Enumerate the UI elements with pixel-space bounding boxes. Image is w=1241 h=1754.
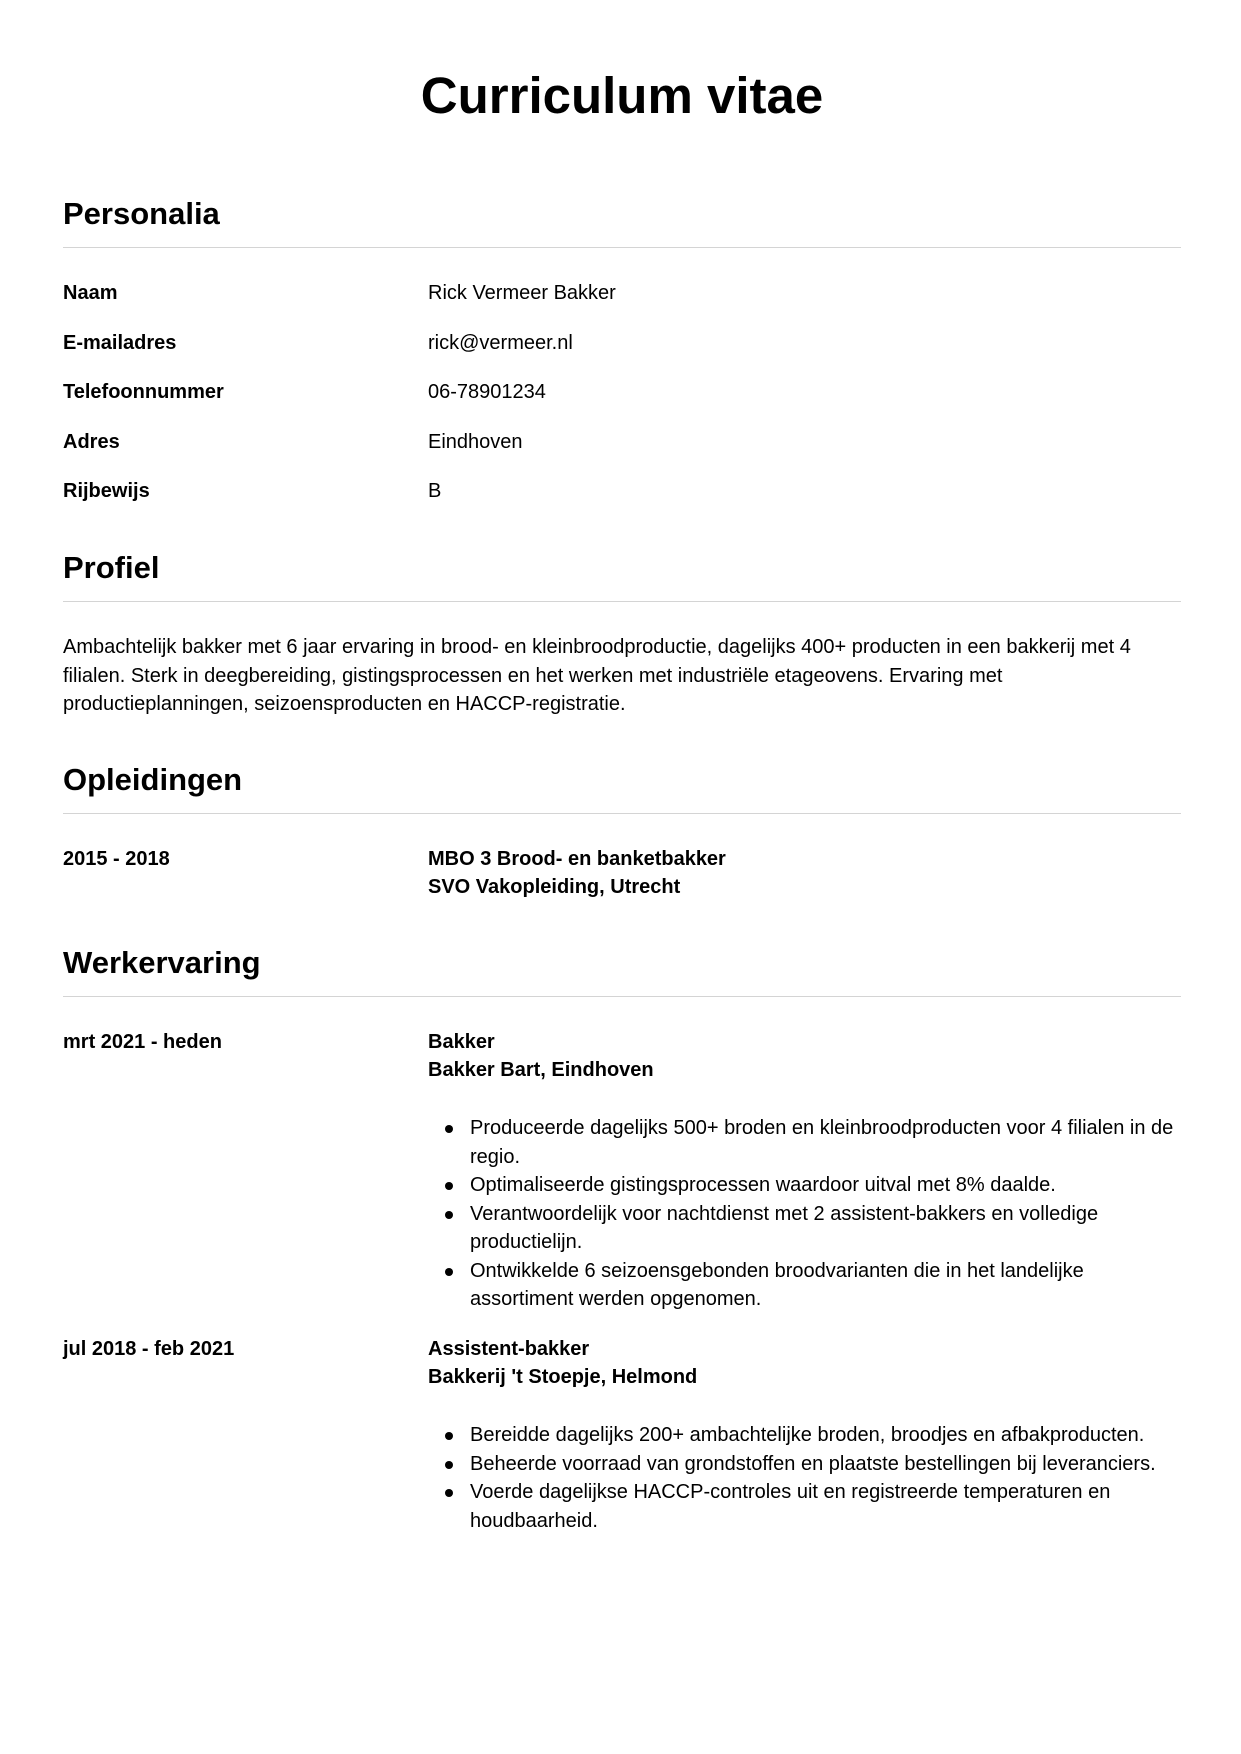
personalia-row-rijbewijs [63, 477, 1181, 527]
section-opleidingen [63, 762, 242, 798]
job-period: mrt 2021 - heden [63, 1031, 222, 1053]
section-divider [63, 813, 1181, 814]
section-divider [63, 996, 1181, 997]
job-row [63, 1335, 1181, 1535]
personalia-row-email [63, 329, 1181, 379]
job-title: Assistent-bakker [428, 1338, 590, 1360]
list-item: Verantwoordelijk voor nachtdienst met 2 assistent-bakkers en volledige productielijn. [470, 1200, 1181, 1257]
education-period: 2015 - 2018 [63, 848, 170, 870]
section-heading-personalia: Personalia [63, 196, 220, 231]
section-heading-werkervaring: Werkervaring [63, 945, 261, 980]
field-label: Rijbewijs [63, 480, 150, 502]
field-value: rick@vermeer.nl [428, 331, 573, 354]
section-heading-profiel: Profiel [63, 550, 160, 585]
section-profiel [63, 550, 159, 586]
personalia-table [63, 279, 1181, 527]
job-employer: Bakkerij 't Stoepje, Helmond [428, 1366, 698, 1388]
list-item: Beheerde voorraad van grondstoffen en plaatste bestellingen bij leveranciers. [470, 1450, 1181, 1479]
education-title: MBO 3 Brood- en banketbakker [428, 848, 726, 870]
field-label: E-mailadres [63, 331, 177, 354]
field-value: B [428, 480, 442, 502]
list-item: Ontwikkelde 6 seizoensgebonden broodvarianten die in het landelijke assortiment werden opgenomen. [470, 1257, 1181, 1314]
personalia-row-telefoon [63, 378, 1181, 428]
list-item: Optimaliseerde gistingsprocessen waardoor uitval met 8% daalde. [470, 1171, 1181, 1200]
field-label: Telefoonnummer [63, 381, 224, 403]
personalia-row-adres [63, 428, 1181, 478]
field-value: Rick Vermeer Bakker [428, 282, 616, 304]
personalia-row-naam [63, 279, 1181, 329]
job-row [63, 1028, 1181, 1314]
job-title: Bakker [428, 1031, 495, 1053]
list-item: Bereidde dagelijks 200+ ambachtelijke broden, broodjes en afbakproducten. [470, 1421, 1181, 1450]
job-bullets [428, 1114, 1181, 1314]
cv-page [63, 0, 1181, 1532]
job-details [428, 1028, 1181, 1314]
education-entry [63, 845, 1181, 901]
list-item: Voerde dagelijkse HACCP-controles uit en registreerde temperaturen en houdbaarheid. [470, 1478, 1181, 1535]
job-details [428, 1335, 1181, 1535]
section-werkervaring [63, 945, 261, 981]
job-bullets [428, 1421, 1181, 1535]
field-label: Naam [63, 282, 118, 304]
field-value: Eindhoven [428, 430, 523, 453]
field-label: Adres [63, 430, 120, 453]
job-period: jul 2018 - feb 2021 [63, 1338, 235, 1360]
education-details [428, 845, 1181, 901]
education-row [63, 845, 1181, 901]
job-entry [63, 1335, 1181, 1535]
section-divider [63, 601, 1181, 602]
document-title: Curriculum vitae [420, 67, 824, 124]
field-value: 06-78901234 [428, 381, 546, 403]
profile-summary: Ambachtelijk bakker met 6 jaar ervaring in brood- en kleinbroodproductie, dagelijks 400+ producten in een bakkerij met 4 filialen. Sterk in deegbereiding, gistingsprocessen en het werken met industriële etageovens. Ervaring met productieplanningen, seizoensproducten en HACCP-registratie. [63, 636, 1131, 715]
education-institution: SVO Vakopleiding, Utrecht [428, 876, 681, 898]
job-employer: Bakker Bart, Eindhoven [428, 1059, 654, 1081]
section-heading-opleidingen: Opleidingen [63, 762, 243, 797]
list-item: Produceerde dagelijks 500+ broden en kleinbroodproducten voor 4 filialen in de regio. [470, 1114, 1181, 1171]
job-entry [63, 1028, 1181, 1314]
section-personalia [63, 196, 220, 232]
section-divider [63, 247, 1181, 248]
